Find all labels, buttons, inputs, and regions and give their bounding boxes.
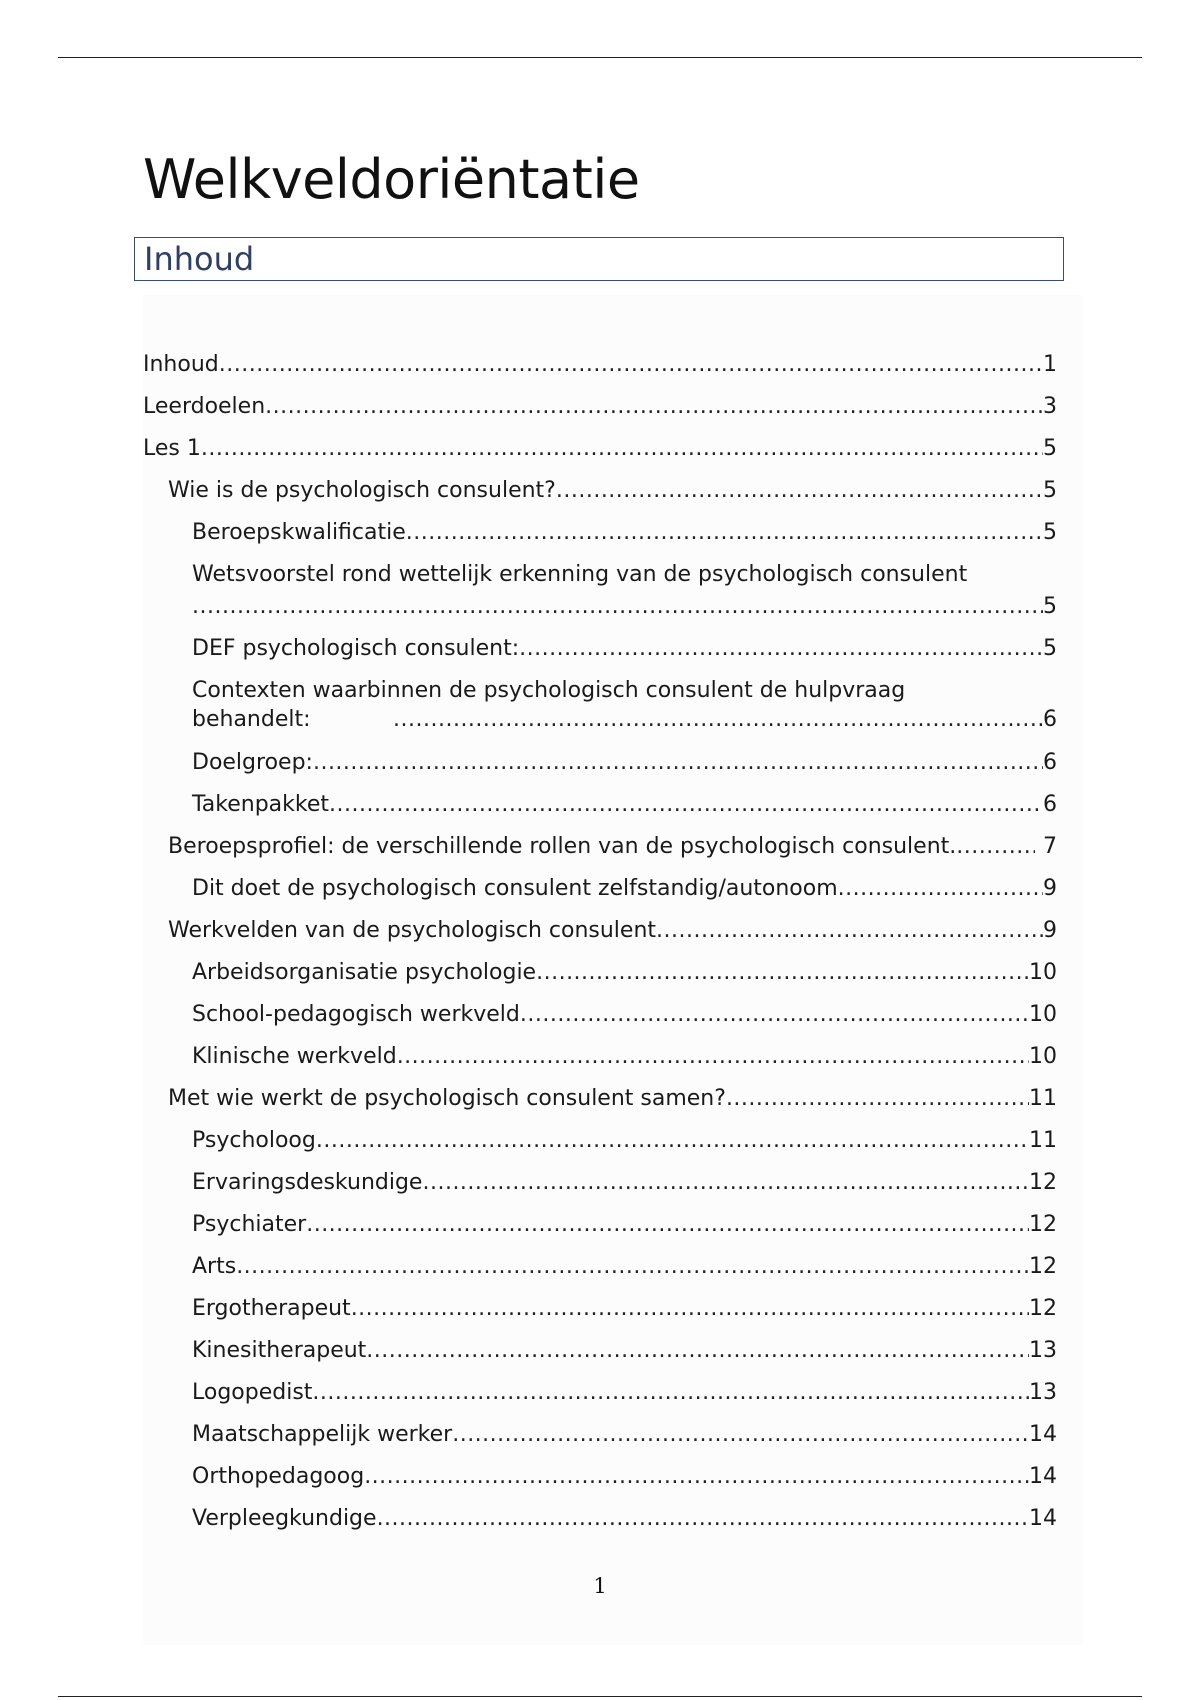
toc-entry-title: Met wie werkt de psychologisch consulent samen?: [168, 1086, 726, 1111]
toc-entry-title: Ergotherapeut: [192, 1296, 351, 1321]
toc-entry-title: Werkvelden van de psychologisch consulent: [168, 918, 657, 943]
toc-entry-title: Ervaringsdeskundige: [192, 1170, 423, 1195]
toc-entry[interactable]: [143, 748, 1057, 790]
toc-entry[interactable]: [143, 676, 1057, 748]
toc-entry-title: Takenpakket: [192, 792, 330, 817]
toc-heading: Inhoud: [144, 240, 255, 278]
toc-entry-title: Beroepsprofiel: de verschillende rollen van de psychologisch consulent.: [168, 834, 957, 859]
toc-dot-leader: [656, 916, 1043, 945]
toc-entry[interactable]: [143, 518, 1057, 560]
toc-page-number: 6: [1043, 792, 1057, 817]
toc-entry[interactable]: [143, 434, 1057, 476]
toc-entry[interactable]: [143, 1168, 1057, 1210]
toc-page-number: 6: [1043, 707, 1057, 732]
toc-entry-title: Dit doet de psychologisch consulent zelfstandig/autonoom: [192, 876, 838, 901]
toc-page-number: 7: [1043, 834, 1057, 859]
toc-entry-title: Arts: [192, 1254, 237, 1279]
toc-page-number: 12: [1029, 1296, 1057, 1321]
toc-entry[interactable]: [143, 958, 1057, 1000]
toc-entry-title: School-pedagogisch werkveld: [192, 1002, 520, 1027]
toc-entry-title: Inhoud: [143, 352, 219, 377]
toc-dot-leader: [520, 1000, 1029, 1029]
toc-entry-title: DEF psychologisch consulent:: [192, 636, 520, 661]
toc-dot-leader: [377, 1504, 1029, 1533]
document-title: Welkveldoriëntatie: [143, 148, 640, 211]
toc-page-number: 13: [1029, 1380, 1057, 1405]
toc-page-number: 14: [1029, 1506, 1057, 1531]
toc-entry[interactable]: [143, 1042, 1057, 1084]
toc-page-number: 9: [1043, 876, 1057, 901]
toc-dot-leader: [556, 476, 1043, 505]
toc-entry-title: Beroepskwalificatie: [192, 520, 406, 545]
toc-entry[interactable]: [143, 476, 1057, 518]
toc-page-number: 5: [1043, 594, 1057, 619]
toc-page-number: 11: [1029, 1128, 1057, 1153]
toc-dot-leader: [313, 748, 1043, 777]
toc-entry[interactable]: [143, 392, 1057, 434]
page-number: 1: [593, 1574, 607, 1598]
toc-dot-leader: [956, 832, 1035, 861]
toc-dot-leader: [312, 1378, 1029, 1407]
toc-entry[interactable]: [143, 916, 1057, 958]
toc-entry-title: Psychiater: [192, 1212, 307, 1237]
toc-entry-title: Wetsvoorstel rond wettelijk erkenning van de psychologisch consulent: [192, 562, 968, 587]
toc-page-number: 10: [1029, 1044, 1057, 1069]
toc-entry[interactable]: [143, 350, 1057, 392]
toc-page-number: 5: [1043, 478, 1057, 503]
toc-page-number: 9: [1043, 918, 1057, 943]
toc-entry[interactable]: [143, 832, 1057, 874]
toc-entry[interactable]: [143, 1504, 1057, 1546]
toc-dot-leader: [452, 1420, 1029, 1449]
toc-page-number: 5: [1043, 520, 1057, 545]
toc-dot-leader: [519, 634, 1043, 663]
toc-entry[interactable]: [143, 1420, 1057, 1462]
toc-entry[interactable]: [143, 1462, 1057, 1504]
toc-page-number: 5: [1043, 436, 1057, 461]
toc-dot-leader: [536, 958, 1029, 987]
toc-entry-title: Arbeidsorganisatie psychologie: [192, 960, 537, 985]
page-bottom-rule: [58, 1696, 1142, 1697]
toc-page-number: 6: [1043, 750, 1057, 775]
toc-dot-leader: [406, 518, 1043, 547]
toc-entry-title: Orthopedagoog: [192, 1464, 365, 1489]
toc-heading-box: [134, 237, 1064, 281]
toc-entry[interactable]: [143, 1084, 1057, 1126]
toc-entry[interactable]: [143, 560, 1057, 634]
toc-entry-title: Wie is de psychologisch consulent?: [168, 478, 556, 503]
page-top-rule: [58, 57, 1142, 58]
toc-entry[interactable]: [143, 1336, 1057, 1378]
toc-dot-leader: [393, 705, 1043, 734]
table-of-contents: [143, 350, 1057, 1546]
toc-entry-title: Les 1: [143, 436, 201, 461]
toc-dot-leader: [236, 1252, 1029, 1281]
toc-page-number: 14: [1029, 1464, 1057, 1489]
toc-dot-leader: [351, 1294, 1029, 1323]
toc-entry-title: Psycholoog: [192, 1128, 316, 1153]
toc-page-number: 3: [1043, 394, 1057, 419]
toc-dot-leader: [316, 1126, 1029, 1155]
toc-dot-leader: [838, 874, 1043, 903]
toc-page-number: 12: [1029, 1170, 1057, 1195]
toc-dot-leader: [726, 1084, 1029, 1113]
toc-dot-leader: [364, 1462, 1029, 1491]
toc-page-number: 1: [1043, 352, 1057, 377]
toc-page-number: 12: [1029, 1254, 1057, 1279]
toc-page-number: 11: [1029, 1086, 1057, 1111]
toc-page-number: 10: [1029, 960, 1057, 985]
toc-dot-leader: [397, 1042, 1029, 1071]
toc-entry-title: Contexten waarbinnen de psychologisch consulent de hulpvraag behandelt:: [192, 678, 906, 732]
toc-entry-title: Doelgroep:: [192, 750, 313, 775]
toc-entry[interactable]: [143, 1252, 1057, 1294]
toc-entry[interactable]: [143, 1126, 1057, 1168]
toc-dot-leader: [366, 1336, 1029, 1365]
toc-dot-leader: [306, 1210, 1029, 1239]
toc-page-number: 14: [1029, 1422, 1057, 1447]
toc-entry[interactable]: [143, 1294, 1057, 1336]
toc-entry[interactable]: [143, 790, 1057, 832]
toc-entry[interactable]: [143, 634, 1057, 676]
toc-entry-title: Logopedist: [192, 1380, 313, 1405]
toc-dot-leader: [219, 350, 1043, 379]
toc-entry-title: Verpleegkundige: [192, 1506, 377, 1531]
toc-entry-title: Kinesitherapeut: [192, 1338, 367, 1363]
toc-dot-leader: [329, 790, 1043, 819]
toc-dot-leader: [201, 434, 1043, 463]
toc-dot-leader: [265, 392, 1043, 421]
toc-page-number: 13: [1029, 1338, 1057, 1363]
toc-entry[interactable]: [143, 1210, 1057, 1252]
toc-dot-leader: [422, 1168, 1029, 1197]
toc-dot-leader: [192, 592, 1043, 621]
toc-page-number: 10: [1029, 1002, 1057, 1027]
toc-entry[interactable]: [143, 1378, 1057, 1420]
toc-entry-title: Maatschappelijk werker: [192, 1422, 453, 1447]
toc-page-number: 12: [1029, 1212, 1057, 1237]
toc-entry[interactable]: [143, 874, 1057, 916]
toc-entry-title: Klinische werkveld: [192, 1044, 397, 1069]
toc-entry-title: Leerdoelen: [143, 394, 266, 419]
toc-page-number: 5: [1043, 636, 1057, 661]
toc-entry[interactable]: [143, 1000, 1057, 1042]
